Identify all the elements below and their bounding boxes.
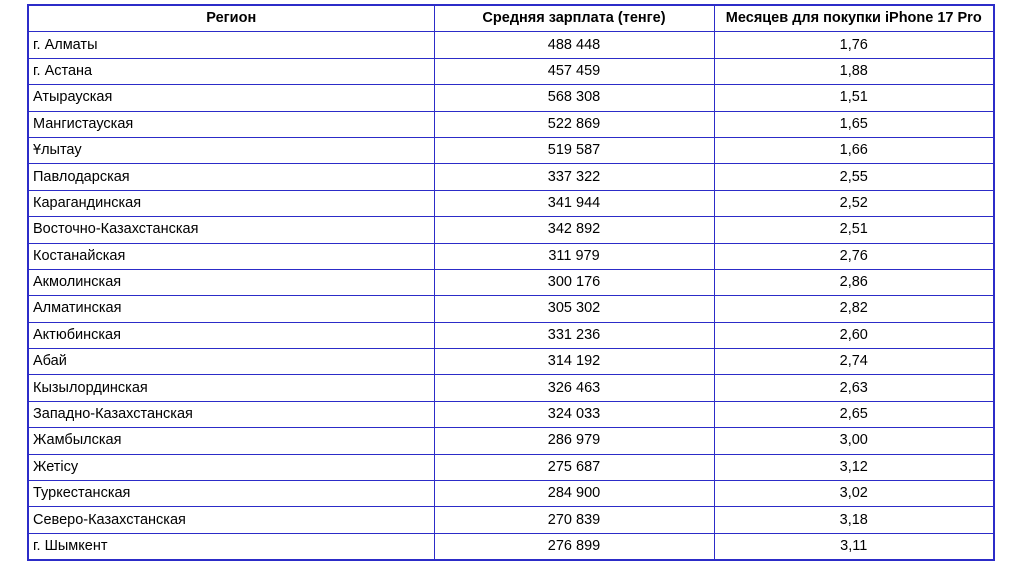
cell-region: Ұлытау bbox=[28, 137, 434, 163]
cell-salary: 305 302 bbox=[434, 296, 714, 322]
cell-months: 3,00 bbox=[714, 428, 994, 454]
cell-region: г. Астана bbox=[28, 58, 434, 84]
cell-months: 1,76 bbox=[714, 32, 994, 58]
cell-region: Мангистауская bbox=[28, 111, 434, 137]
table-header bbox=[28, 5, 994, 32]
cell-months: 2,63 bbox=[714, 375, 994, 401]
cell-months: 3,02 bbox=[714, 481, 994, 507]
cell-region: Атырауская bbox=[28, 85, 434, 111]
cell-region: Акмолинская bbox=[28, 269, 434, 295]
cell-region: Павлодарская bbox=[28, 164, 434, 190]
cell-months: 2,52 bbox=[714, 190, 994, 216]
table-container bbox=[27, 4, 995, 561]
header-salary: Средняя зарплата (тенге) bbox=[434, 5, 714, 32]
table-row bbox=[28, 533, 994, 560]
cell-months: 3,18 bbox=[714, 507, 994, 533]
table-row bbox=[28, 296, 994, 322]
cell-months: 1,65 bbox=[714, 111, 994, 137]
table-row bbox=[28, 481, 994, 507]
table-row bbox=[28, 401, 994, 427]
cell-months: 1,88 bbox=[714, 58, 994, 84]
cell-months: 2,86 bbox=[714, 269, 994, 295]
table-row bbox=[28, 507, 994, 533]
cell-salary: 314 192 bbox=[434, 349, 714, 375]
cell-region: г. Алматы bbox=[28, 32, 434, 58]
cell-region: Жамбылская bbox=[28, 428, 434, 454]
header-months: Месяцев для покупки iPhone 17 Pro bbox=[714, 5, 994, 32]
cell-salary: 270 839 bbox=[434, 507, 714, 533]
cell-months: 1,66 bbox=[714, 137, 994, 163]
cell-months: 2,82 bbox=[714, 296, 994, 322]
header-region: Регион bbox=[28, 5, 434, 32]
table-row bbox=[28, 454, 994, 480]
cell-salary: 284 900 bbox=[434, 481, 714, 507]
table-row bbox=[28, 164, 994, 190]
cell-region: Западно-Казахстанская bbox=[28, 401, 434, 427]
cell-salary: 457 459 bbox=[434, 58, 714, 84]
cell-salary: 337 322 bbox=[434, 164, 714, 190]
header-row bbox=[28, 5, 994, 32]
cell-salary: 324 033 bbox=[434, 401, 714, 427]
table-row bbox=[28, 58, 994, 84]
table-row bbox=[28, 428, 994, 454]
table-row bbox=[28, 137, 994, 163]
table-row bbox=[28, 375, 994, 401]
cell-region: Актюбинская bbox=[28, 322, 434, 348]
cell-months: 1,51 bbox=[714, 85, 994, 111]
salary-table bbox=[27, 4, 995, 561]
cell-salary: 519 587 bbox=[434, 137, 714, 163]
cell-region: Абай bbox=[28, 349, 434, 375]
cell-region: Костанайская bbox=[28, 243, 434, 269]
cell-region: Восточно-Казахстанская bbox=[28, 217, 434, 243]
cell-region: Туркестанская bbox=[28, 481, 434, 507]
cell-months: 3,11 bbox=[714, 533, 994, 560]
cell-region: Жетісу bbox=[28, 454, 434, 480]
cell-salary: 300 176 bbox=[434, 269, 714, 295]
table-row bbox=[28, 32, 994, 58]
cell-salary: 275 687 bbox=[434, 454, 714, 480]
cell-salary: 326 463 bbox=[434, 375, 714, 401]
cell-salary: 522 869 bbox=[434, 111, 714, 137]
table-row bbox=[28, 217, 994, 243]
table-row bbox=[28, 85, 994, 111]
cell-salary: 568 308 bbox=[434, 85, 714, 111]
cell-months: 2,55 bbox=[714, 164, 994, 190]
cell-salary: 286 979 bbox=[434, 428, 714, 454]
cell-salary: 342 892 bbox=[434, 217, 714, 243]
table-row bbox=[28, 190, 994, 216]
cell-salary: 331 236 bbox=[434, 322, 714, 348]
cell-salary: 276 899 bbox=[434, 533, 714, 560]
cell-months: 2,65 bbox=[714, 401, 994, 427]
cell-months: 2,74 bbox=[714, 349, 994, 375]
cell-salary: 311 979 bbox=[434, 243, 714, 269]
cell-region: г. Шымкент bbox=[28, 533, 434, 560]
cell-months: 3,12 bbox=[714, 454, 994, 480]
cell-region: Алматинская bbox=[28, 296, 434, 322]
table-row bbox=[28, 111, 994, 137]
cell-months: 2,60 bbox=[714, 322, 994, 348]
cell-salary: 488 448 bbox=[434, 32, 714, 58]
table-row bbox=[28, 269, 994, 295]
cell-salary: 341 944 bbox=[434, 190, 714, 216]
table-body bbox=[28, 32, 994, 560]
cell-months: 2,76 bbox=[714, 243, 994, 269]
cell-region: Кызылординская bbox=[28, 375, 434, 401]
table-row bbox=[28, 322, 994, 348]
cell-region: Карагандинская bbox=[28, 190, 434, 216]
cell-region: Северо-Казахстанская bbox=[28, 507, 434, 533]
table-row bbox=[28, 243, 994, 269]
table-row bbox=[28, 349, 994, 375]
cell-months: 2,51 bbox=[714, 217, 994, 243]
